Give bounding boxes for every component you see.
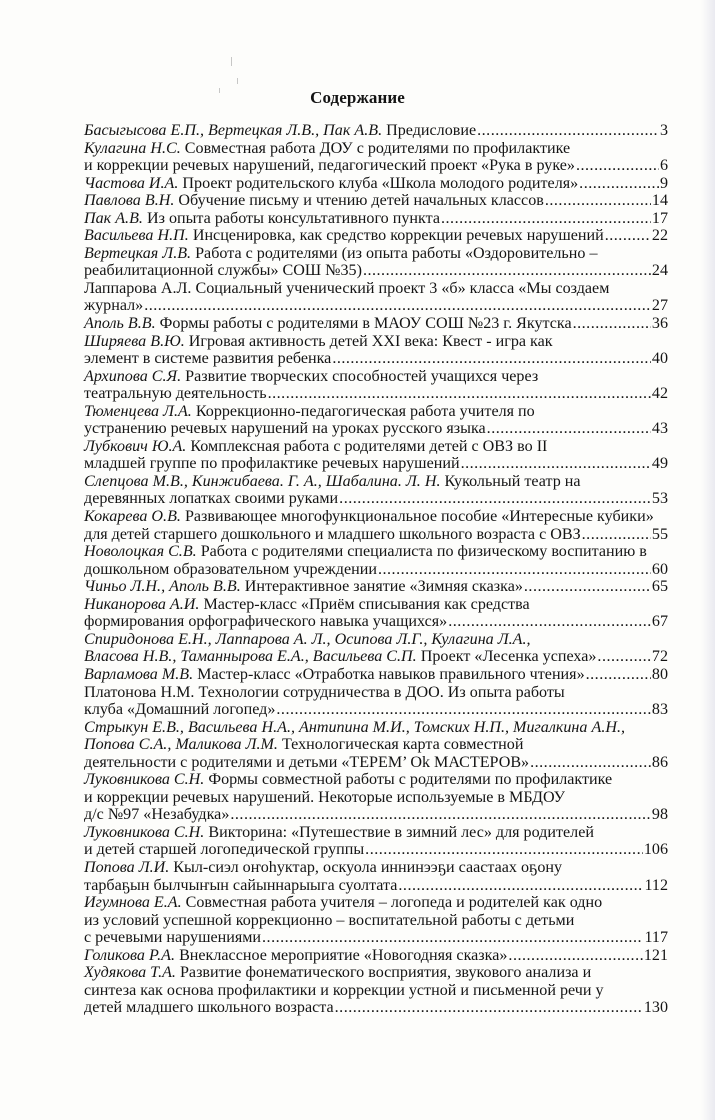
entry-authors: Голикова Р.А. [84, 946, 176, 964]
toc-entry[interactable] [84, 964, 668, 1017]
entry-authors: Попова С.А., Маликова Л.М. [84, 736, 278, 754]
page-number: 22 [651, 227, 668, 245]
entry-text [84, 262, 362, 280]
page-number: 121 [643, 946, 668, 964]
entry-title: элемент в системе развития ребенка [84, 350, 332, 368]
dot-leader [365, 841, 643, 859]
entry-title: устранению речевых нарушений на уроках русского языка [84, 420, 486, 438]
toc-entry-line [84, 122, 668, 140]
dot-leader [268, 385, 651, 403]
entry-title: Формы работы с родителями в МАОУ СОШ №23 г. Якутска [155, 315, 572, 333]
toc-entry[interactable] [84, 368, 668, 403]
entry-authors: Аполь В.В. [84, 315, 156, 333]
entry-text [84, 912, 574, 930]
toc-entry-line [84, 438, 668, 456]
toc-entry-line [84, 806, 668, 824]
entry-authors: Частова И.А. [84, 174, 179, 192]
page-number: 40 [651, 350, 668, 368]
entry-authors: Архипова С.Я. [84, 367, 182, 385]
page-number: 65 [651, 578, 668, 596]
toc-entry-line [84, 631, 668, 649]
toc-entry-line [84, 262, 668, 280]
dot-leader [461, 455, 651, 473]
toc-entry[interactable] [84, 403, 668, 438]
toc-entry-line [84, 648, 668, 666]
entry-authors: Варламова М.В. [84, 665, 194, 683]
entry-title: журнал» [84, 297, 144, 315]
toc-entry[interactable] [84, 684, 668, 719]
toc-entry-line [84, 526, 668, 544]
entry-text [84, 490, 338, 508]
entry-text [84, 894, 602, 912]
toc-entry-line [84, 666, 668, 684]
toc-entry-line [84, 701, 668, 719]
toc-entry-line [84, 841, 668, 859]
toc-entry[interactable] [84, 175, 668, 193]
toc-entry-line [84, 771, 668, 789]
page-number: 98 [651, 806, 668, 824]
toc-entry-line [84, 578, 668, 596]
page-number: 130 [643, 999, 668, 1017]
entry-text [84, 596, 530, 614]
dot-leader [448, 613, 651, 631]
toc-entry-line [84, 210, 668, 228]
scan-speck [231, 57, 232, 66]
entry-text [84, 350, 331, 368]
page-number: 49 [651, 455, 668, 473]
toc-entry[interactable] [84, 894, 668, 947]
entry-text [84, 964, 591, 982]
entry-title: Совместная работа ДОУ с родителями по профилактике [180, 139, 571, 157]
entry-authors: Вертецкая Л.В. [84, 244, 192, 262]
dot-leader [335, 999, 643, 1017]
entry-text [84, 245, 598, 263]
entry-text [84, 508, 654, 526]
page-number: 43 [651, 420, 668, 438]
toc-entry-line [84, 403, 668, 421]
entry-title: Инсценировка, как средство коррекции речевых нарушений [188, 227, 604, 245]
entry-title: Проект родительского клуба «Школа молодого родителя» [178, 174, 579, 192]
toc-entry-line [84, 175, 668, 193]
entry-authors: Новолоцкая С.В. [84, 543, 197, 561]
entry-title: Работа с родителями (из опыта работы «Оздоровительно – [191, 244, 598, 262]
entry-text [84, 613, 447, 631]
dot-leader [524, 578, 651, 596]
entry-title: из условий успешной коррекционно – воспитательной работы с детьми [84, 911, 575, 929]
toc-entry-line [84, 947, 668, 965]
toc-entry-line [84, 613, 668, 631]
toc-entry[interactable] [84, 473, 668, 508]
dot-leader [441, 210, 651, 228]
entry-authors: Тюменцева Л.А. [84, 402, 192, 420]
entry-text [84, 982, 604, 1000]
entry-title: Предисловие [382, 122, 477, 139]
entry-text [84, 666, 585, 684]
dot-leader [545, 192, 651, 210]
entry-title: Развивающее многофункциональное пособие «Интересные кубики» [180, 508, 654, 526]
toc-entry[interactable] [84, 227, 668, 245]
entry-title: Кукольный театр на [440, 472, 581, 490]
entry-title: Внеклассное мероприятие «Новогодняя сказка» [175, 946, 508, 964]
entry-title: Совместная работа учителя – логопеда и родителей как одно [181, 894, 603, 912]
toc-entry[interactable] [84, 771, 668, 824]
entry-title: Развитие фонематического восприятия, звукового анализа и [175, 964, 592, 982]
dot-leader [573, 315, 651, 333]
toc-entry-line [84, 596, 668, 614]
toc-entry[interactable] [84, 122, 668, 140]
entry-text [84, 315, 572, 333]
toc-entry[interactable] [84, 947, 668, 965]
entry-text [84, 192, 544, 210]
entry-text [84, 543, 647, 561]
page-number: 72 [651, 648, 668, 666]
toc-entry-line [84, 245, 668, 263]
entry-authors: Луковникова С.Н. [84, 823, 205, 841]
entry-text [84, 403, 535, 421]
toc-entry-line [84, 140, 668, 158]
entry-text [84, 929, 261, 947]
toc-entry-line [84, 192, 668, 210]
toc-entry[interactable] [84, 596, 668, 631]
toc-entry-line [84, 719, 668, 737]
entry-text [84, 455, 460, 473]
page-edge-shadow [701, 0, 715, 1120]
toc-entry[interactable] [84, 315, 668, 333]
entry-text [84, 719, 625, 737]
entry-authors: Власова Н.В., Таманнырова Е.А., Васильева С.П. [84, 648, 417, 666]
entry-text [84, 771, 612, 789]
entry-title: и детей старшей логопедической группы [84, 841, 365, 859]
entry-title: Коррекционно-педагогическая работа учителя по [191, 402, 535, 420]
toc-entry-line [84, 982, 668, 1000]
toc-entry[interactable] [84, 859, 668, 894]
toc-entry[interactable] [84, 824, 668, 859]
toc-entry-line [84, 789, 668, 807]
page-number: 112 [644, 876, 668, 894]
entry-title: реабилитационной службы» СОШ №35) [84, 262, 362, 280]
entry-text [84, 841, 364, 859]
page-number: 6 [659, 157, 668, 175]
entry-text [84, 280, 609, 298]
entry-authors: Стрыкун Е.В., Васильева Н.А., Антипина М.И., Томских Н.П., Мигалкина А.Н., [84, 718, 626, 736]
toc-entry-line [84, 684, 668, 702]
entry-title: Развитие творческих способностей учащихся через [181, 367, 539, 385]
entry-text [84, 947, 507, 965]
entry-text [84, 526, 581, 544]
entry-title: детей младшего школьного возраста [84, 999, 334, 1017]
entry-text [84, 648, 596, 666]
toc-entry-line [84, 964, 668, 982]
entry-text [84, 368, 538, 386]
toc-entry-line [84, 315, 668, 333]
entry-authors: Басыгысова Е.П., Вертецкая Л.В., Пак А.В. [84, 122, 383, 139]
page-number: 14 [651, 192, 668, 210]
toc-entry[interactable] [84, 508, 668, 543]
page-number: 9 [659, 174, 668, 192]
toc-entry[interactable] [84, 210, 668, 228]
entry-text [84, 561, 377, 579]
entry-text [84, 701, 275, 719]
page-number: 24 [651, 262, 668, 280]
page-number: 60 [651, 560, 668, 578]
toc-entry[interactable] [84, 578, 668, 596]
entry-authors: Никанорова А.И. [84, 595, 200, 613]
entry-text [84, 210, 440, 228]
entry-title: Игровая активность детей XXI века: Квест - игра как [184, 332, 553, 350]
entry-title: Викторина: «Путешествие в зимний лес» для родителей [204, 823, 594, 841]
entry-authors: Павлова В.Н. [84, 192, 175, 210]
toc-entry-line [84, 508, 668, 526]
toc-entry[interactable] [84, 280, 668, 315]
toc-entry-line [84, 157, 668, 175]
page-number: 3 [659, 122, 668, 139]
entry-authors: Кулагина Н.С. [84, 139, 181, 157]
entry-title: Платонова Н.М. Технологии сотрудничества в ДОО. Из опыта работы [84, 683, 565, 701]
entry-title: Лаппарова А.Л. Социальный ученический проект 3 «б» класса «Мы создаем [84, 279, 610, 297]
dot-leader [530, 754, 651, 772]
dot-leader [477, 122, 659, 140]
page-number: 80 [651, 665, 668, 683]
entry-text [84, 999, 334, 1017]
entry-text [84, 175, 578, 193]
entry-text [84, 754, 529, 772]
dot-leader [276, 701, 651, 719]
page-title: Содержание [310, 88, 405, 107]
entry-title: Мастер-класс «Приём списывания как средства [199, 595, 530, 613]
entry-text [84, 140, 570, 158]
page-number: 27 [651, 297, 668, 315]
entry-authors: Ширяева В.Ю. [84, 332, 185, 350]
dot-leader [262, 929, 643, 947]
entry-title: Кыл-сиэл оҥоһуктар, оскуола иннинээҕи саастаах оҕону [169, 858, 563, 876]
entry-text [84, 789, 565, 807]
entry-title: формирования орфографического навыка учащихся» [84, 613, 448, 631]
toc-entry[interactable] [84, 543, 668, 578]
page-number: 36 [651, 315, 668, 333]
entry-text [84, 420, 486, 438]
entry-text [84, 631, 531, 649]
toc-entry-line [84, 368, 668, 386]
entry-authors: Кокарева О.В. [84, 508, 181, 526]
dot-leader [508, 947, 642, 965]
table-of-contents [84, 122, 668, 1017]
dot-leader [597, 648, 650, 666]
entry-authors: Лубкович Ю.А. [84, 437, 187, 455]
entry-title: д/с №97 «Незабудка» [84, 806, 230, 824]
dot-leader [363, 262, 651, 280]
toc-entry[interactable] [84, 192, 668, 210]
toc-entry[interactable] [84, 245, 668, 280]
entry-text [84, 297, 143, 315]
toc-entry-line [84, 543, 668, 561]
dot-leader [230, 806, 651, 824]
entry-text [84, 333, 553, 351]
entry-title: Интерактивное занятие «Зимняя сказка» [240, 578, 523, 596]
toc-entry[interactable] [84, 631, 668, 666]
entry-title: деревянных лопатках своими руками [84, 490, 339, 508]
toc-entry-line [84, 754, 668, 772]
page-number: 83 [651, 701, 668, 719]
entry-authors: Слепцова М.В., Кинжибаева. Г. А., Шабалина. Л. Н. [84, 472, 441, 490]
dot-leader [398, 877, 643, 895]
entry-text [84, 438, 547, 456]
entry-text [84, 859, 562, 877]
entry-title: Технологическая карта совместной [277, 736, 524, 754]
entry-text [84, 157, 575, 175]
toc-entry-line [84, 350, 668, 368]
toc-entry[interactable] [84, 140, 668, 175]
entry-text [84, 578, 523, 596]
page-number: 17 [651, 209, 668, 227]
dot-leader [487, 420, 651, 438]
entry-text [84, 806, 229, 824]
entry-title: Комплексная работа с родителями детей с ОВЗ во II [186, 437, 548, 455]
toc-entry[interactable] [84, 438, 668, 473]
page-number: 106 [643, 841, 668, 859]
toc-entry-line [84, 999, 668, 1017]
toc-entry-line [84, 912, 668, 930]
entry-authors: Чиньо Л.Н., Аполь В.В. [84, 578, 241, 596]
entry-title: дошкольном образовательном учреждении [84, 560, 377, 578]
entry-text [84, 684, 565, 702]
entry-title: театральную деятельность [84, 385, 267, 403]
toc-entry-line [84, 894, 668, 912]
entry-title: деятельности с родителями и детьми «ТЕРЕМ’ Ok МАСТЕРОВ» [84, 753, 530, 771]
entry-authors: Пак А.В. [84, 209, 143, 227]
toc-entry-line [84, 333, 668, 351]
entry-title: Мастер-класс «Отработка навыков правильного чтения» [193, 665, 585, 683]
toc-entry-line [84, 473, 668, 491]
dot-leader [332, 350, 651, 368]
page-number: 86 [651, 753, 668, 771]
entry-title: Из опыта работы консультативного пункта [142, 209, 440, 227]
toc-entry-line [84, 420, 668, 438]
dot-leader [579, 175, 659, 193]
entry-text [84, 736, 523, 754]
dot-leader [582, 526, 651, 544]
toc-entry-line [84, 490, 668, 508]
entry-authors: Спиридонова Е.Н., Лаппарова А. Л., Осипова Л.Г., Кулагина Л.А., [84, 630, 531, 648]
entry-title: и коррекции речевых нарушений. Некоторые используемые в МБДОУ [84, 788, 566, 806]
page-number: 117 [644, 929, 668, 947]
page-number: 55 [651, 525, 668, 543]
entry-title: младшей группе по профилактике речевых нарушений [84, 455, 460, 473]
page-number: 67 [651, 613, 668, 631]
entry-text [84, 227, 604, 245]
toc-entry[interactable] [84, 666, 668, 684]
entry-title: с речевыми нарушениями [84, 929, 262, 947]
entry-title: синтеза как основа профилактики и коррекции устной и письменной речи у [84, 981, 604, 999]
entry-text [84, 877, 397, 895]
entry-text [84, 385, 267, 403]
toc-entry-line [84, 877, 668, 895]
page-number: 53 [651, 490, 668, 508]
toc-entry-line [84, 859, 668, 877]
scan-speck [237, 78, 238, 84]
entry-authors: Луковникова С.Н. [84, 771, 205, 789]
toc-entry[interactable] [84, 333, 668, 368]
entry-title: Формы совместной работы с родителями по профилактике [204, 771, 613, 789]
entry-authors: Худякова Т.А. [84, 964, 176, 982]
dot-leader [144, 297, 651, 315]
entry-text [84, 122, 476, 140]
entry-title: для детей старшего дошкольного и младшего школьного возраста с ОВЗ [84, 525, 581, 543]
toc-entry-line [84, 561, 668, 579]
entry-authors: Игумнова Е.А. [84, 894, 182, 912]
entry-title: и коррекции речевых нарушений, педагогический проект «Рука в руке» [84, 157, 575, 175]
entry-title: Проект «Лесенка успеха» [416, 648, 597, 666]
toc-entry-line [84, 227, 668, 245]
toc-entry[interactable] [84, 719, 668, 772]
dot-leader [586, 666, 651, 684]
dot-leader [576, 157, 659, 175]
entry-title: Работа с родителями специалиста по физическому воспитанию в [196, 543, 647, 561]
toc-entry-line [84, 455, 668, 473]
toc-entry-line [84, 385, 668, 403]
toc-entry-line [84, 824, 668, 842]
entry-text [84, 473, 581, 491]
entry-authors: Васильева Н.П. [84, 227, 189, 245]
dot-leader [339, 490, 651, 508]
entry-title: клуба «Домашний логопед» [84, 701, 276, 719]
entry-title: Обучение письму и чтению детей начальных классов [174, 192, 544, 210]
dot-leader [378, 561, 651, 579]
dot-leader [605, 227, 651, 245]
page-number: 42 [651, 385, 668, 403]
toc-entry-line [84, 929, 668, 947]
entry-authors: Попова Л.И. [84, 858, 170, 876]
toc-entry-line [84, 297, 668, 315]
entry-text [84, 824, 594, 842]
entry-title: тарбаҕын былчыҥын сайыннарыыга суолтата [84, 876, 398, 894]
toc-entry-line [84, 736, 668, 754]
toc-entry-line [84, 280, 668, 298]
